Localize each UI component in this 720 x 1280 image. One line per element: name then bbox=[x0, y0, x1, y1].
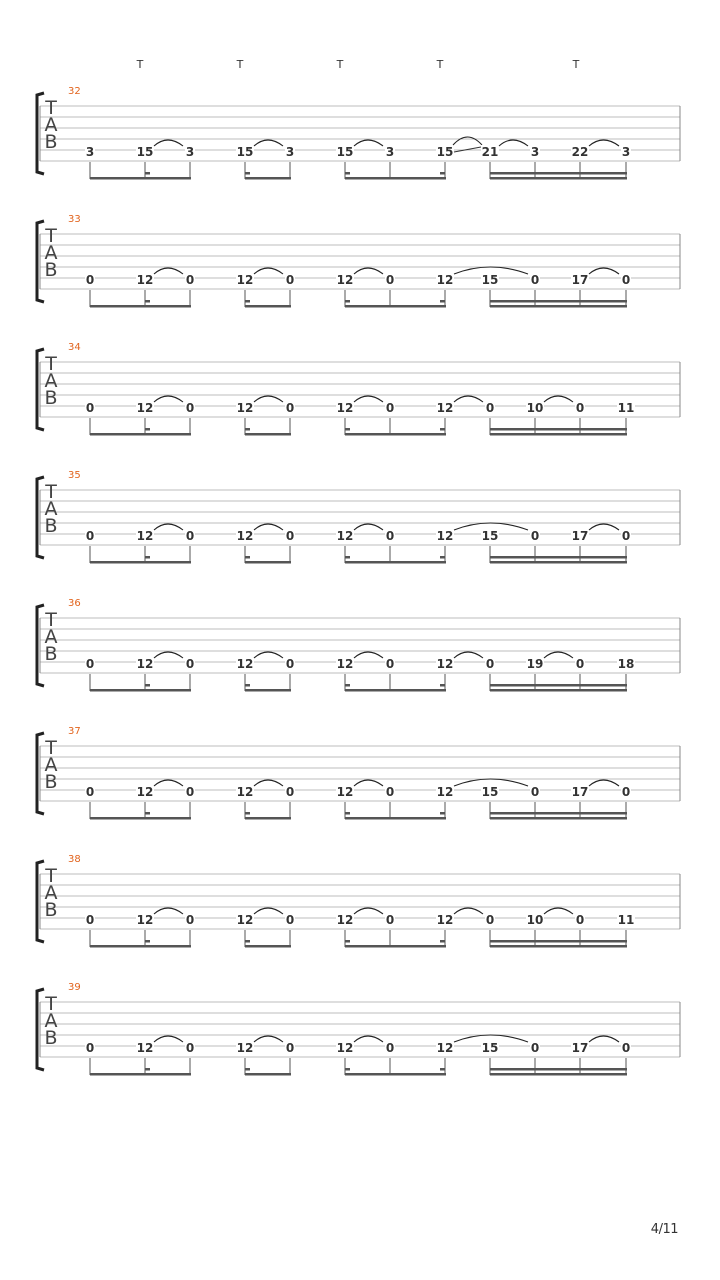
fret-number: 10 bbox=[526, 913, 544, 927]
beam bbox=[490, 945, 627, 948]
fret-number: 0 bbox=[621, 273, 631, 287]
beam bbox=[345, 689, 446, 692]
beam-stub bbox=[245, 1068, 250, 1071]
fret-number: 17 bbox=[571, 273, 589, 287]
tie-arc bbox=[254, 1036, 283, 1042]
tie-arc bbox=[254, 524, 283, 530]
beam-stub bbox=[145, 812, 150, 815]
beam bbox=[245, 305, 291, 308]
measure-number: 33 bbox=[68, 214, 81, 225]
fret-number: 0 bbox=[485, 913, 495, 927]
fret-number: 12 bbox=[236, 529, 254, 543]
tie-arc bbox=[154, 908, 183, 914]
tie-arc bbox=[154, 780, 183, 786]
beam bbox=[490, 817, 627, 820]
tap-marker: T bbox=[336, 58, 344, 71]
tie-arc bbox=[354, 268, 383, 274]
tie-arc bbox=[154, 268, 183, 274]
beam bbox=[345, 177, 446, 180]
beam-secondary bbox=[490, 812, 627, 815]
fret-number: 12 bbox=[136, 273, 154, 287]
beam-stub bbox=[440, 300, 445, 303]
fret-number: 0 bbox=[285, 913, 295, 927]
tab-clef-letter: A bbox=[44, 754, 58, 776]
fret-number: 12 bbox=[336, 785, 354, 799]
fret-number: 12 bbox=[336, 657, 354, 671]
beam bbox=[245, 1073, 291, 1076]
beam-stub bbox=[440, 172, 445, 175]
tab-clef-letter: A bbox=[44, 882, 58, 904]
fret-number: 3 bbox=[85, 145, 95, 159]
fret-number: 3 bbox=[285, 145, 295, 159]
fret-number: 11 bbox=[617, 913, 635, 927]
tie-arc bbox=[589, 524, 619, 530]
fret-number: 12 bbox=[336, 273, 354, 287]
fret-number: 12 bbox=[236, 401, 254, 415]
beam bbox=[245, 433, 291, 436]
fret-number: 12 bbox=[336, 401, 354, 415]
tab-clef-letter: A bbox=[44, 1010, 58, 1032]
fret-number: 0 bbox=[285, 401, 295, 415]
tap-marker: T bbox=[572, 58, 580, 71]
fret-number: 12 bbox=[236, 657, 254, 671]
measure-number: 36 bbox=[68, 598, 81, 609]
beam-stub bbox=[345, 172, 350, 175]
fret-number: 0 bbox=[85, 529, 95, 543]
fret-number: 12 bbox=[436, 785, 454, 799]
tie-arc bbox=[354, 524, 383, 530]
tie-arc bbox=[453, 137, 482, 145]
fret-number: 0 bbox=[385, 529, 395, 543]
beam bbox=[90, 305, 191, 308]
beam-stub bbox=[145, 940, 150, 943]
tab-clef-letter: A bbox=[44, 242, 58, 264]
tie-arc bbox=[154, 524, 183, 530]
tab-clef-letter: A bbox=[44, 626, 58, 648]
fret-number: 3 bbox=[530, 145, 540, 159]
fret-number: 0 bbox=[185, 657, 195, 671]
tap-marker: T bbox=[236, 58, 244, 71]
fret-number: 0 bbox=[385, 785, 395, 799]
beam bbox=[345, 561, 446, 564]
fret-number: 0 bbox=[185, 1041, 195, 1055]
fret-number: 18 bbox=[617, 657, 635, 671]
beam bbox=[90, 817, 191, 820]
fret-number: 0 bbox=[285, 529, 295, 543]
tab-clef-letter: B bbox=[44, 515, 58, 537]
tie-arc bbox=[589, 268, 619, 274]
fret-number: 12 bbox=[236, 913, 254, 927]
fret-number: 0 bbox=[530, 529, 540, 543]
fret-number: 15 bbox=[481, 785, 499, 799]
beam-stub bbox=[440, 1068, 445, 1071]
measure-number: 35 bbox=[68, 470, 81, 481]
tab-clef-letter: T bbox=[45, 609, 57, 631]
beam-stub bbox=[245, 556, 250, 559]
beam bbox=[345, 817, 446, 820]
tie-arc bbox=[254, 908, 283, 914]
fret-number: 21 bbox=[481, 145, 499, 159]
fret-number: 12 bbox=[136, 529, 154, 543]
fret-number: 0 bbox=[85, 273, 95, 287]
fret-number: 0 bbox=[85, 657, 95, 671]
tie-arc bbox=[354, 140, 383, 146]
tie-arc bbox=[154, 652, 183, 658]
beam-stub bbox=[245, 428, 250, 431]
fret-number: 17 bbox=[571, 1041, 589, 1055]
beam bbox=[90, 1073, 191, 1076]
beam bbox=[345, 433, 446, 436]
fret-number: 12 bbox=[436, 913, 454, 927]
fret-number: 0 bbox=[385, 913, 395, 927]
fret-number: 0 bbox=[530, 273, 540, 287]
fret-number: 0 bbox=[85, 401, 95, 415]
tie-arc bbox=[544, 652, 573, 658]
fret-number: 0 bbox=[385, 1041, 395, 1055]
beam bbox=[345, 1073, 446, 1076]
fret-number: 12 bbox=[236, 785, 254, 799]
tie-arc bbox=[589, 140, 619, 146]
fret-number: 12 bbox=[436, 529, 454, 543]
fret-number: 0 bbox=[285, 1041, 295, 1055]
fret-number: 12 bbox=[336, 529, 354, 543]
beam bbox=[490, 305, 627, 308]
fret-number: 3 bbox=[621, 145, 631, 159]
tab-clef-letter: B bbox=[44, 131, 58, 153]
tie-arc bbox=[354, 780, 383, 786]
fret-number: 12 bbox=[136, 401, 154, 415]
beam bbox=[490, 561, 627, 564]
beam-stub bbox=[345, 300, 350, 303]
tab-clef-letter: A bbox=[44, 498, 58, 520]
tab-clef-letter: T bbox=[45, 737, 57, 759]
fret-number: 12 bbox=[336, 913, 354, 927]
fret-number: 15 bbox=[136, 145, 154, 159]
beam-stub bbox=[245, 812, 250, 815]
fret-number: 12 bbox=[136, 785, 154, 799]
beam bbox=[490, 689, 627, 692]
beam-stub bbox=[145, 428, 150, 431]
fret-number: 0 bbox=[575, 401, 585, 415]
measure-number: 39 bbox=[68, 982, 81, 993]
beam-stub bbox=[245, 300, 250, 303]
fret-number: 0 bbox=[385, 401, 395, 415]
fret-number: 0 bbox=[285, 657, 295, 671]
beam-stub bbox=[245, 172, 250, 175]
fret-number: 0 bbox=[575, 657, 585, 671]
fret-number: 0 bbox=[185, 785, 195, 799]
beam bbox=[245, 177, 291, 180]
fret-number: 19 bbox=[526, 657, 544, 671]
beam bbox=[245, 945, 291, 948]
fret-number: 15 bbox=[236, 145, 254, 159]
tab-clef-letter: T bbox=[45, 225, 57, 247]
beam-stub bbox=[145, 300, 150, 303]
fret-number: 0 bbox=[621, 1041, 631, 1055]
tie-arc bbox=[254, 396, 283, 402]
fret-number: 0 bbox=[485, 657, 495, 671]
tab-clef-letter: B bbox=[44, 387, 58, 409]
fret-number: 15 bbox=[481, 529, 499, 543]
fret-number: 0 bbox=[285, 785, 295, 799]
tie-arc bbox=[454, 908, 483, 914]
beam-stub bbox=[440, 684, 445, 687]
beam-stub bbox=[440, 556, 445, 559]
beam-stub bbox=[245, 684, 250, 687]
fret-number: 15 bbox=[481, 1041, 499, 1055]
fret-number: 3 bbox=[185, 145, 195, 159]
tab-clef-letter: B bbox=[44, 259, 58, 281]
tie-arc bbox=[254, 268, 283, 274]
fret-number: 12 bbox=[136, 913, 154, 927]
fret-number: 12 bbox=[236, 1041, 254, 1055]
fret-number: 10 bbox=[526, 401, 544, 415]
beam-stub bbox=[245, 940, 250, 943]
fret-number: 12 bbox=[436, 273, 454, 287]
tab-clef-letter: B bbox=[44, 1027, 58, 1049]
fret-number: 0 bbox=[385, 273, 395, 287]
beam bbox=[90, 177, 191, 180]
tie-arc bbox=[454, 652, 483, 658]
tie-arc bbox=[254, 652, 283, 658]
tie-arc bbox=[154, 1036, 183, 1042]
tab-clef-letter: T bbox=[45, 481, 57, 503]
measure-number: 37 bbox=[68, 726, 81, 737]
tie-arc bbox=[589, 1036, 619, 1042]
tap-marker: T bbox=[436, 58, 444, 71]
tie-arc bbox=[354, 652, 383, 658]
fret-number: 0 bbox=[575, 913, 585, 927]
beam bbox=[345, 305, 446, 308]
beam bbox=[345, 945, 446, 948]
fret-number: 0 bbox=[285, 273, 295, 287]
beam-secondary bbox=[490, 172, 627, 175]
tie-arc bbox=[354, 396, 383, 402]
beam-stub bbox=[345, 428, 350, 431]
beam bbox=[490, 1073, 627, 1076]
fret-number: 11 bbox=[617, 401, 635, 415]
fret-number: 0 bbox=[85, 1041, 95, 1055]
beam-stub bbox=[345, 684, 350, 687]
beam-stub bbox=[345, 940, 350, 943]
fret-number: 0 bbox=[530, 785, 540, 799]
beam-stub bbox=[145, 172, 150, 175]
tie-arc bbox=[544, 396, 573, 402]
beam-secondary bbox=[490, 684, 627, 687]
tie-arc bbox=[254, 780, 283, 786]
beam bbox=[490, 177, 627, 180]
beam bbox=[90, 689, 191, 692]
fret-number: 12 bbox=[136, 657, 154, 671]
tab-clef-letter: T bbox=[45, 865, 57, 887]
fret-number: 0 bbox=[185, 273, 195, 287]
beam bbox=[90, 945, 191, 948]
fret-number: 0 bbox=[85, 785, 95, 799]
fret-number: 15 bbox=[436, 145, 454, 159]
fret-number: 0 bbox=[530, 1041, 540, 1055]
fret-number: 12 bbox=[136, 1041, 154, 1055]
tie-arc bbox=[589, 780, 619, 786]
fret-number: 12 bbox=[436, 657, 454, 671]
tap-marker: T bbox=[136, 58, 144, 71]
tie-arc bbox=[154, 396, 183, 402]
tie-arc bbox=[354, 1036, 383, 1042]
beam-stub bbox=[145, 556, 150, 559]
fret-number: 12 bbox=[436, 401, 454, 415]
tab-clef-letter: B bbox=[44, 643, 58, 665]
fret-number: 0 bbox=[185, 913, 195, 927]
beam-secondary bbox=[490, 428, 627, 431]
tab-clef-letter: B bbox=[44, 771, 58, 793]
tab-clef-letter: T bbox=[45, 97, 57, 119]
fret-number: 15 bbox=[336, 145, 354, 159]
beam bbox=[90, 433, 191, 436]
tie-arc bbox=[154, 140, 183, 146]
fret-number: 12 bbox=[436, 1041, 454, 1055]
fret-number: 12 bbox=[236, 273, 254, 287]
beam bbox=[245, 689, 291, 692]
fret-number: 0 bbox=[485, 401, 495, 415]
beam-stub bbox=[345, 1068, 350, 1071]
tie-arc bbox=[454, 396, 483, 402]
beam-stub bbox=[440, 812, 445, 815]
fret-number: 17 bbox=[571, 529, 589, 543]
measure-number: 34 bbox=[68, 342, 81, 353]
measure-number: 32 bbox=[68, 86, 81, 97]
fret-number: 0 bbox=[85, 913, 95, 927]
beam-stub bbox=[345, 556, 350, 559]
tie-arc bbox=[499, 140, 528, 146]
beam-stub bbox=[345, 812, 350, 815]
beam-stub bbox=[145, 1068, 150, 1071]
beam-secondary bbox=[490, 1068, 627, 1071]
fret-number: 12 bbox=[336, 1041, 354, 1055]
beam-secondary bbox=[490, 300, 627, 303]
tie-arc bbox=[354, 908, 383, 914]
fret-number: 0 bbox=[621, 529, 631, 543]
fret-number: 0 bbox=[621, 785, 631, 799]
beam bbox=[90, 561, 191, 564]
tab-clef-letter: T bbox=[45, 353, 57, 375]
fret-number: 3 bbox=[385, 145, 395, 159]
fret-number: 0 bbox=[185, 529, 195, 543]
beam-secondary bbox=[490, 556, 627, 559]
tie-arc bbox=[544, 908, 573, 914]
tie-arc bbox=[254, 140, 283, 146]
beam bbox=[245, 561, 291, 564]
fret-number: 0 bbox=[385, 657, 395, 671]
beam-stub bbox=[440, 428, 445, 431]
beam bbox=[490, 433, 627, 436]
tab-clef-letter: B bbox=[44, 899, 58, 921]
fret-number: 17 bbox=[571, 785, 589, 799]
beam-stub bbox=[440, 940, 445, 943]
measure-number: 38 bbox=[68, 854, 81, 865]
tab-clef-letter: A bbox=[44, 370, 58, 392]
fret-number: 22 bbox=[571, 145, 589, 159]
fret-number: 0 bbox=[185, 401, 195, 415]
beam bbox=[245, 817, 291, 820]
fret-number: 15 bbox=[481, 273, 499, 287]
tab-clef-letter: T bbox=[45, 993, 57, 1015]
tab-clef-letter: A bbox=[44, 114, 58, 136]
beam-secondary bbox=[490, 940, 627, 943]
beam-stub bbox=[145, 684, 150, 687]
page-number: 4/11 bbox=[650, 1222, 678, 1237]
